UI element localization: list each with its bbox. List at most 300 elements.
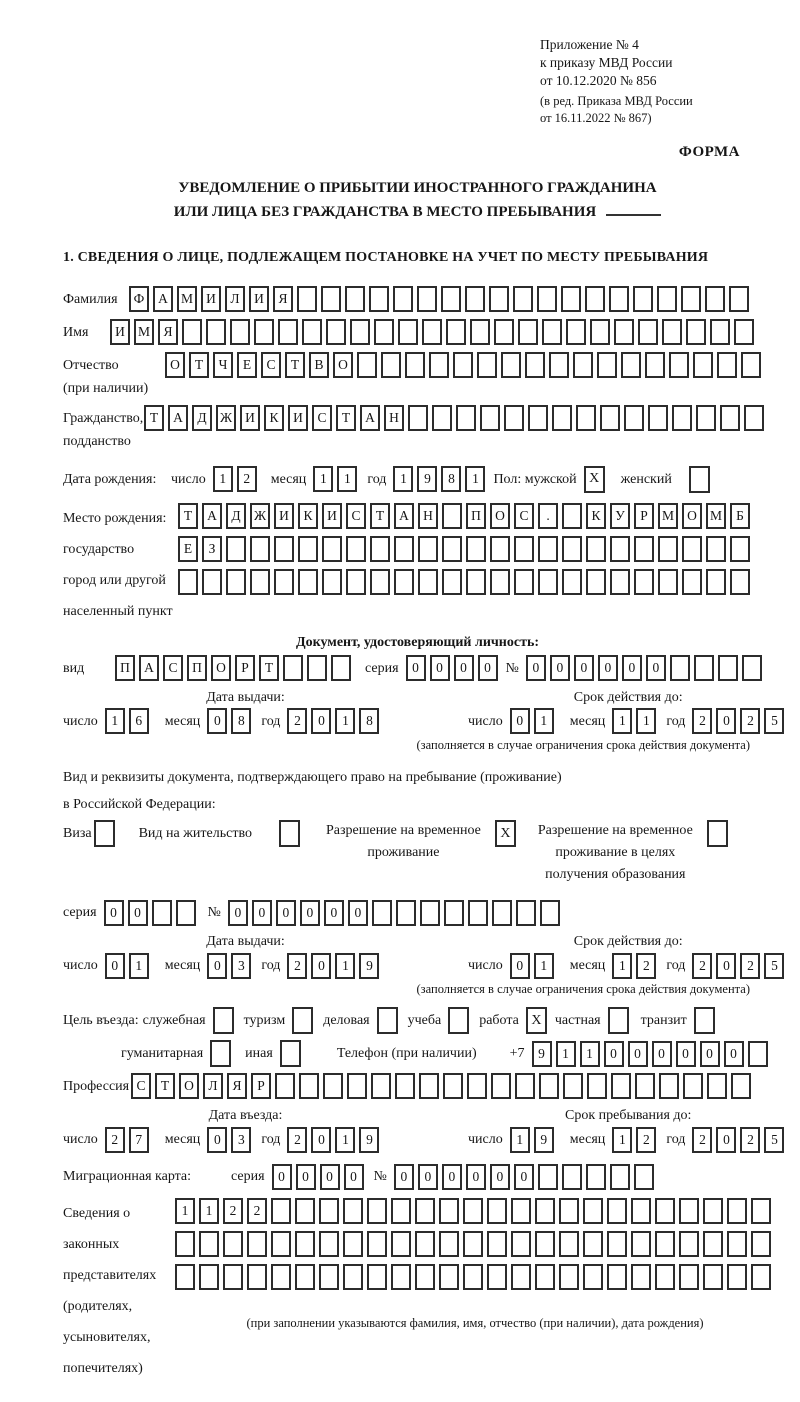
char-cell[interactable] (470, 319, 490, 345)
char-cell[interactable] (271, 1264, 291, 1290)
char-cell[interactable]: 1 (335, 1127, 355, 1153)
char-cell[interactable]: 1 (335, 953, 355, 979)
char-cell[interactable]: И (110, 319, 130, 345)
char-cell[interactable] (559, 1231, 579, 1257)
char-cell[interactable] (492, 900, 512, 926)
char-cell[interactable]: О (682, 503, 702, 529)
residence-permit-checkbox[interactable] (279, 820, 300, 847)
char-cell[interactable] (706, 569, 726, 595)
char-cell[interactable]: С (163, 655, 183, 681)
char-cell[interactable] (718, 655, 738, 681)
char-cell[interactable] (429, 352, 449, 378)
char-cell[interactable] (477, 352, 497, 378)
char-cell[interactable] (405, 352, 425, 378)
char-cell[interactable] (549, 352, 569, 378)
char-cell[interactable] (607, 1264, 627, 1290)
char-cell[interactable] (490, 569, 510, 595)
char-cell[interactable] (659, 1073, 679, 1099)
char-cell[interactable] (655, 1264, 675, 1290)
char-cell[interactable] (223, 1264, 243, 1290)
purpose-private-checkbox[interactable] (608, 1007, 629, 1034)
char-cell[interactable]: 0 (478, 655, 498, 681)
visa-checkbox[interactable] (94, 820, 115, 847)
char-cell[interactable] (542, 319, 562, 345)
char-cell[interactable]: 0 (311, 953, 331, 979)
char-cell[interactable]: А (360, 405, 380, 431)
char-cell[interactable] (672, 405, 692, 431)
char-cell[interactable] (539, 1073, 559, 1099)
char-cell[interactable]: О (165, 352, 185, 378)
char-cell[interactable] (516, 900, 536, 926)
char-cell[interactable] (525, 352, 545, 378)
char-cell[interactable]: 2 (223, 1198, 243, 1224)
char-cell[interactable]: Б (730, 503, 750, 529)
char-cell[interactable] (720, 405, 740, 431)
char-cell[interactable]: С (312, 405, 332, 431)
char-cell[interactable] (587, 1073, 607, 1099)
char-cell[interactable] (576, 405, 596, 431)
char-cell[interactable]: Р (251, 1073, 271, 1099)
char-cell[interactable]: Л (225, 286, 245, 312)
char-cell[interactable] (751, 1198, 771, 1224)
char-cell[interactable] (322, 569, 342, 595)
char-cell[interactable] (487, 1198, 507, 1224)
char-cell[interactable]: 5 (764, 708, 784, 734)
char-cell[interactable]: А (394, 503, 414, 529)
char-cell[interactable] (391, 1231, 411, 1257)
char-cell[interactable] (275, 1073, 295, 1099)
char-cell[interactable]: 2 (287, 1127, 307, 1153)
char-cell[interactable] (295, 1264, 315, 1290)
char-cell[interactable] (298, 569, 318, 595)
char-cell[interactable] (463, 1198, 483, 1224)
char-cell[interactable]: 9 (532, 1041, 552, 1067)
char-cell[interactable] (631, 1264, 651, 1290)
char-cell[interactable]: 0 (296, 1164, 316, 1190)
char-cell[interactable]: А (139, 655, 159, 681)
char-cell[interactable]: 0 (514, 1164, 534, 1190)
char-cell[interactable] (717, 352, 737, 378)
char-cell[interactable] (463, 1264, 483, 1290)
char-cell[interactable] (705, 286, 725, 312)
char-cell[interactable]: Л (203, 1073, 223, 1099)
char-cell[interactable] (439, 1198, 459, 1224)
char-cell[interactable]: 5 (764, 1127, 784, 1153)
char-cell[interactable]: 0 (652, 1041, 672, 1067)
char-cell[interactable]: 0 (622, 655, 642, 681)
char-cell[interactable]: М (134, 319, 154, 345)
char-cell[interactable] (439, 1231, 459, 1257)
char-cell[interactable] (444, 900, 464, 926)
char-cell[interactable]: С (514, 503, 534, 529)
char-cell[interactable] (230, 319, 250, 345)
char-cell[interactable] (422, 319, 442, 345)
char-cell[interactable] (442, 503, 462, 529)
char-cell[interactable]: Ф (129, 286, 149, 312)
char-cell[interactable] (381, 352, 401, 378)
char-cell[interactable] (585, 286, 605, 312)
char-cell[interactable]: 8 (441, 466, 461, 492)
char-cell[interactable] (370, 536, 390, 562)
char-cell[interactable]: 1 (510, 1127, 530, 1153)
char-cell[interactable] (633, 286, 653, 312)
char-cell[interactable]: 0 (716, 953, 736, 979)
char-cell[interactable]: 0 (348, 900, 368, 926)
char-cell[interactable]: Т (144, 405, 164, 431)
purpose-transit-checkbox[interactable] (694, 1007, 715, 1034)
char-cell[interactable]: 1 (313, 466, 333, 492)
char-cell[interactable] (321, 286, 341, 312)
char-cell[interactable] (513, 286, 533, 312)
char-cell[interactable]: 1 (129, 953, 149, 979)
purpose-study-checkbox[interactable] (448, 1007, 469, 1034)
char-cell[interactable] (487, 1231, 507, 1257)
char-cell[interactable]: И (274, 503, 294, 529)
char-cell[interactable]: 1 (393, 466, 413, 492)
char-cell[interactable] (552, 405, 572, 431)
char-cell[interactable] (415, 1231, 435, 1257)
edu-permit-checkbox[interactable] (707, 820, 728, 847)
char-cell[interactable]: П (115, 655, 135, 681)
char-cell[interactable] (634, 569, 654, 595)
char-cell[interactable]: 2 (740, 953, 760, 979)
char-cell[interactable] (511, 1198, 531, 1224)
char-cell[interactable]: И (288, 405, 308, 431)
purpose-business-checkbox[interactable] (377, 1007, 398, 1034)
char-cell[interactable]: У (610, 503, 630, 529)
char-cell[interactable] (514, 536, 534, 562)
char-cell[interactable] (408, 405, 428, 431)
char-cell[interactable] (631, 1231, 651, 1257)
char-cell[interactable]: 0 (276, 900, 296, 926)
char-cell[interactable] (696, 405, 716, 431)
char-cell[interactable]: 0 (104, 900, 124, 926)
char-cell[interactable] (443, 1073, 463, 1099)
char-cell[interactable]: 0 (700, 1041, 720, 1067)
char-cell[interactable] (175, 1231, 195, 1257)
char-cell[interactable] (182, 319, 202, 345)
char-cell[interactable] (417, 286, 437, 312)
char-cell[interactable]: И (322, 503, 342, 529)
char-cell[interactable]: 8 (359, 708, 379, 734)
char-cell[interactable] (670, 655, 690, 681)
temp-permit-checkbox[interactable]: X (495, 820, 516, 847)
char-cell[interactable]: 0 (526, 655, 546, 681)
char-cell[interactable] (439, 1264, 459, 1290)
char-cell[interactable]: О (211, 655, 231, 681)
char-cell[interactable] (679, 1264, 699, 1290)
char-cell[interactable]: 1 (612, 953, 632, 979)
char-cell[interactable] (394, 569, 414, 595)
char-cell[interactable]: А (153, 286, 173, 312)
char-cell[interactable]: 2 (105, 1127, 125, 1153)
char-cell[interactable] (710, 319, 730, 345)
char-cell[interactable] (226, 569, 246, 595)
char-cell[interactable] (357, 352, 377, 378)
char-cell[interactable]: В (309, 352, 329, 378)
char-cell[interactable] (491, 1073, 511, 1099)
char-cell[interactable]: 2 (692, 953, 712, 979)
char-cell[interactable] (686, 319, 706, 345)
char-cell[interactable]: О (333, 352, 353, 378)
char-cell[interactable]: Т (336, 405, 356, 431)
char-cell[interactable] (178, 569, 198, 595)
char-cell[interactable]: Т (189, 352, 209, 378)
char-cell[interactable] (537, 286, 557, 312)
char-cell[interactable] (607, 1231, 627, 1257)
char-cell[interactable] (734, 319, 754, 345)
char-cell[interactable] (441, 286, 461, 312)
char-cell[interactable] (347, 1073, 367, 1099)
char-cell[interactable] (535, 1231, 555, 1257)
char-cell[interactable] (727, 1231, 747, 1257)
char-cell[interactable]: Я (158, 319, 178, 345)
char-cell[interactable]: 0 (128, 900, 148, 926)
char-cell[interactable] (635, 1073, 655, 1099)
sex-male-checkbox[interactable]: X (584, 466, 605, 493)
char-cell[interactable]: 0 (311, 1127, 331, 1153)
char-cell[interactable] (706, 536, 726, 562)
char-cell[interactable]: 0 (320, 1164, 340, 1190)
char-cell[interactable] (638, 319, 658, 345)
char-cell[interactable] (465, 286, 485, 312)
char-cell[interactable] (669, 352, 689, 378)
char-cell[interactable] (583, 1198, 603, 1224)
char-cell[interactable] (751, 1264, 771, 1290)
char-cell[interactable] (703, 1231, 723, 1257)
char-cell[interactable]: 2 (237, 466, 257, 492)
char-cell[interactable]: 0 (344, 1164, 364, 1190)
char-cell[interactable] (371, 1073, 391, 1099)
char-cell[interactable]: 0 (454, 655, 474, 681)
char-cell[interactable] (727, 1198, 747, 1224)
char-cell[interactable] (501, 352, 521, 378)
char-cell[interactable]: Т (178, 503, 198, 529)
char-cell[interactable] (586, 569, 606, 595)
char-cell[interactable] (573, 352, 593, 378)
char-cell[interactable] (345, 286, 365, 312)
char-cell[interactable] (511, 1231, 531, 1257)
char-cell[interactable]: Ж (216, 405, 236, 431)
char-cell[interactable] (295, 1198, 315, 1224)
char-cell[interactable] (299, 1073, 319, 1099)
char-cell[interactable] (322, 536, 342, 562)
char-cell[interactable] (418, 536, 438, 562)
char-cell[interactable] (730, 536, 750, 562)
char-cell[interactable] (326, 319, 346, 345)
char-cell[interactable] (731, 1073, 751, 1099)
char-cell[interactable]: 0 (510, 708, 530, 734)
char-cell[interactable]: 1 (213, 466, 233, 492)
char-cell[interactable] (682, 536, 702, 562)
char-cell[interactable]: 0 (716, 1127, 736, 1153)
char-cell[interactable] (223, 1231, 243, 1257)
purpose-official-checkbox[interactable] (213, 1007, 234, 1034)
char-cell[interactable]: П (466, 503, 486, 529)
char-cell[interactable]: 2 (636, 953, 656, 979)
char-cell[interactable] (562, 503, 582, 529)
char-cell[interactable] (658, 569, 678, 595)
char-cell[interactable]: 0 (252, 900, 272, 926)
char-cell[interactable] (538, 1164, 558, 1190)
char-cell[interactable] (751, 1231, 771, 1257)
purpose-tourism-checkbox[interactable] (292, 1007, 313, 1034)
char-cell[interactable] (590, 319, 610, 345)
char-cell[interactable] (396, 900, 416, 926)
char-cell[interactable]: А (202, 503, 222, 529)
purpose-humanitarian-checkbox[interactable] (210, 1040, 231, 1067)
char-cell[interactable]: С (131, 1073, 151, 1099)
char-cell[interactable] (538, 569, 558, 595)
char-cell[interactable]: 1 (580, 1041, 600, 1067)
char-cell[interactable]: Е (237, 352, 257, 378)
char-cell[interactable] (298, 536, 318, 562)
char-cell[interactable] (611, 1073, 631, 1099)
char-cell[interactable] (307, 655, 327, 681)
char-cell[interactable]: О (490, 503, 510, 529)
char-cell[interactable] (302, 319, 322, 345)
char-cell[interactable] (634, 1164, 654, 1190)
char-cell[interactable] (175, 1264, 195, 1290)
purpose-other-checkbox[interactable] (280, 1040, 301, 1067)
char-cell[interactable] (271, 1231, 291, 1257)
char-cell[interactable]: 1 (175, 1198, 195, 1224)
char-cell[interactable] (391, 1264, 411, 1290)
char-cell[interactable]: С (346, 503, 366, 529)
char-cell[interactable] (748, 1041, 768, 1067)
char-cell[interactable]: 0 (394, 1164, 414, 1190)
char-cell[interactable] (250, 536, 270, 562)
char-cell[interactable]: 9 (417, 466, 437, 492)
char-cell[interactable] (583, 1231, 603, 1257)
char-cell[interactable] (561, 286, 581, 312)
char-cell[interactable]: 8 (231, 708, 251, 734)
char-cell[interactable] (446, 319, 466, 345)
char-cell[interactable]: Н (384, 405, 404, 431)
char-cell[interactable]: 0 (646, 655, 666, 681)
char-cell[interactable]: 0 (628, 1041, 648, 1067)
char-cell[interactable] (727, 1264, 747, 1290)
char-cell[interactable] (490, 536, 510, 562)
char-cell[interactable]: 1 (636, 708, 656, 734)
char-cell[interactable]: 0 (272, 1164, 292, 1190)
char-cell[interactable]: 0 (676, 1041, 696, 1067)
char-cell[interactable]: Т (370, 503, 390, 529)
char-cell[interactable] (418, 569, 438, 595)
char-cell[interactable] (614, 319, 634, 345)
char-cell[interactable] (703, 1264, 723, 1290)
char-cell[interactable]: 3 (231, 1127, 251, 1153)
char-cell[interactable]: П (187, 655, 207, 681)
char-cell[interactable] (494, 319, 514, 345)
char-cell[interactable] (343, 1264, 363, 1290)
char-cell[interactable] (393, 286, 413, 312)
char-cell[interactable] (468, 900, 488, 926)
char-cell[interactable]: М (706, 503, 726, 529)
char-cell[interactable] (319, 1198, 339, 1224)
char-cell[interactable] (487, 1264, 507, 1290)
char-cell[interactable] (202, 569, 222, 595)
char-cell[interactable]: Ч (213, 352, 233, 378)
char-cell[interactable]: Н (418, 503, 438, 529)
char-cell[interactable] (283, 655, 303, 681)
char-cell[interactable] (415, 1264, 435, 1290)
char-cell[interactable]: 0 (311, 708, 331, 734)
char-cell[interactable] (367, 1198, 387, 1224)
char-cell[interactable] (514, 569, 534, 595)
char-cell[interactable]: 0 (442, 1164, 462, 1190)
char-cell[interactable]: 0 (406, 655, 426, 681)
char-cell[interactable]: Т (259, 655, 279, 681)
char-cell[interactable] (346, 536, 366, 562)
char-cell[interactable]: И (249, 286, 269, 312)
char-cell[interactable] (463, 1231, 483, 1257)
char-cell[interactable]: Я (227, 1073, 247, 1099)
char-cell[interactable]: Е (178, 536, 198, 562)
char-cell[interactable] (610, 536, 630, 562)
char-cell[interactable]: 0 (598, 655, 618, 681)
char-cell[interactable] (367, 1264, 387, 1290)
char-cell[interactable]: 2 (692, 1127, 712, 1153)
char-cell[interactable] (420, 900, 440, 926)
char-cell[interactable]: 0 (466, 1164, 486, 1190)
char-cell[interactable] (655, 1198, 675, 1224)
char-cell[interactable]: 0 (228, 900, 248, 926)
char-cell[interactable]: 1 (335, 708, 355, 734)
char-cell[interactable] (562, 1164, 582, 1190)
char-cell[interactable]: 0 (207, 708, 227, 734)
char-cell[interactable] (442, 536, 462, 562)
char-cell[interactable] (693, 352, 713, 378)
char-cell[interactable] (703, 1198, 723, 1224)
char-cell[interactable]: 9 (359, 1127, 379, 1153)
char-cell[interactable] (398, 319, 418, 345)
char-cell[interactable]: Т (155, 1073, 175, 1099)
char-cell[interactable] (621, 352, 641, 378)
char-cell[interactable] (489, 286, 509, 312)
char-cell[interactable] (655, 1231, 675, 1257)
char-cell[interactable]: И (201, 286, 221, 312)
char-cell[interactable] (729, 286, 749, 312)
char-cell[interactable]: 0 (490, 1164, 510, 1190)
char-cell[interactable]: 1 (337, 466, 357, 492)
char-cell[interactable] (634, 536, 654, 562)
char-cell[interactable] (456, 405, 476, 431)
char-cell[interactable]: С (261, 352, 281, 378)
char-cell[interactable] (682, 569, 702, 595)
char-cell[interactable] (331, 655, 351, 681)
char-cell[interactable]: 0 (430, 655, 450, 681)
char-cell[interactable] (278, 319, 298, 345)
char-cell[interactable] (624, 405, 644, 431)
char-cell[interactable] (540, 900, 560, 926)
char-cell[interactable] (367, 1231, 387, 1257)
char-cell[interactable]: Я (273, 286, 293, 312)
char-cell[interactable] (583, 1264, 603, 1290)
char-cell[interactable] (518, 319, 538, 345)
char-cell[interactable] (466, 569, 486, 595)
char-cell[interactable] (681, 286, 701, 312)
char-cell[interactable]: Д (192, 405, 212, 431)
char-cell[interactable]: 6 (129, 708, 149, 734)
char-cell[interactable]: 0 (207, 1127, 227, 1153)
char-cell[interactable]: К (264, 405, 284, 431)
char-cell[interactable] (744, 405, 764, 431)
char-cell[interactable]: 2 (287, 953, 307, 979)
char-cell[interactable] (152, 900, 172, 926)
char-cell[interactable] (657, 286, 677, 312)
char-cell[interactable] (538, 536, 558, 562)
